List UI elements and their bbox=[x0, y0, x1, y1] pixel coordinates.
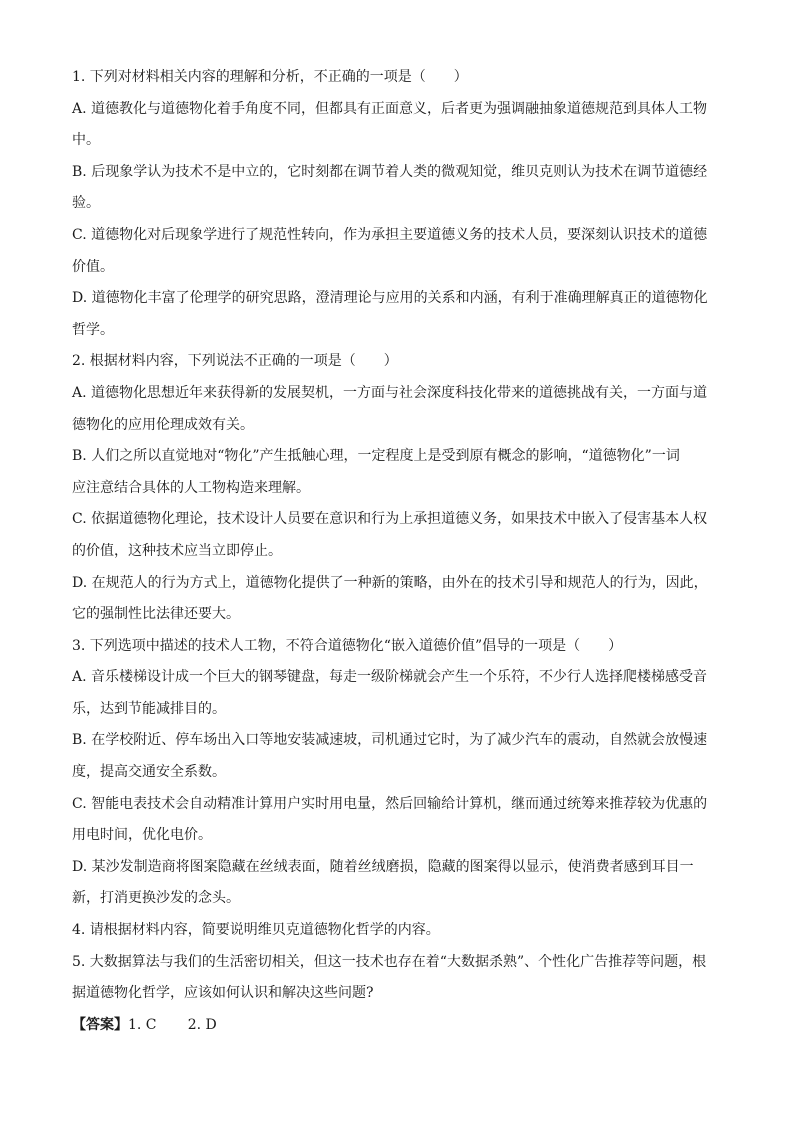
text-line: D. 某沙发制造商将图案隐藏在丝绒表面，随着丝绒磨损，隐藏的图案得以显示，使消费者感到耳目一 bbox=[72, 858, 694, 875]
question-block bbox=[72, 346, 722, 378]
question-block bbox=[72, 915, 722, 947]
question-list bbox=[72, 62, 722, 1010]
text-line: A. 道德教化与道德物化着手角度不同，但都具有正面意义，后者更为强调融抽象道德规范到具体人工物 bbox=[72, 100, 708, 117]
text-line: C. 依据道德物化理论，技术设计人员要在意识和行为上承担道德义务，如果技术中嵌入了侵害基本人权 bbox=[72, 511, 708, 528]
text-line: C. 道德物化对后现象学进行了规范性转向，作为承担主要道德义务的技术人员，要深刻认识技术的道德 bbox=[72, 226, 708, 243]
question-block bbox=[72, 852, 722, 915]
text-line: D. 在规范人的行为方式上，道德物化提供了一种新的策略，由外在的技术引导和规范人的行为，因此， bbox=[72, 574, 708, 591]
text-line: A. 道德物化思想近年来获得新的发展契机，一方面与社会深度科技化带来的道德挑战有关，一方面与道 bbox=[72, 384, 708, 401]
question-block bbox=[72, 220, 722, 283]
text-line: 乐，达到节能减排目的。 bbox=[72, 700, 226, 717]
text-line: 据道德物化哲学，应该如何认识和解决这些问题? bbox=[72, 985, 374, 1002]
text-line: 的价值，这种技术应当立即停止。 bbox=[72, 542, 282, 559]
answer-tag: 【答案】 bbox=[72, 1016, 128, 1033]
question-block bbox=[72, 568, 722, 631]
text-line: A. 音乐楼梯设计成一个巨大的钢琴键盘，每走一级阶梯就会产生一个乐符，不少行人选择爬楼梯感受音 bbox=[72, 669, 708, 686]
answer-line bbox=[72, 1010, 722, 1042]
answer-item-2: 2. D bbox=[187, 1016, 217, 1033]
text-line: C. 智能电表技术会自动精准计算用户实时用电量，然后回输给计算机，继而通过统筹来推荐较为优惠的 bbox=[72, 795, 708, 812]
text-line: 5. 大数据算法与我们的生活密切相关，但这一技术也存在着“大数据杀熟”、个性化广告推荐等问题，根 bbox=[72, 953, 707, 970]
answer-item-1: 1. C bbox=[128, 1016, 157, 1033]
text-line: D. 道德物化丰富了伦理学的研究思路，澄清理论与应用的关系和内涵，有利于准确理解真正的道德物化 bbox=[72, 290, 708, 307]
text-line: 4. 请根据材料内容，简要说明维贝克道德物化哲学的内容。 bbox=[72, 922, 440, 939]
question-block bbox=[72, 631, 722, 663]
question-block bbox=[72, 504, 722, 567]
question-block bbox=[72, 283, 722, 346]
question-block bbox=[72, 725, 722, 788]
question-block bbox=[72, 94, 722, 157]
text-line: 1. 下列对材料相关内容的理解和分析，不正确的一项是（ ） bbox=[72, 69, 468, 85]
text-line: 验。 bbox=[72, 195, 100, 212]
text-line: 价值。 bbox=[72, 258, 114, 275]
text-line: 度，提高交通安全系数。 bbox=[72, 764, 226, 781]
question-block bbox=[72, 662, 722, 725]
question-block bbox=[72, 157, 722, 220]
question-block bbox=[72, 947, 722, 1010]
text-line: 哲学。 bbox=[72, 321, 114, 338]
text-line: B. 人们之所以直觉地对“物化”产生抵触心理，一定程度上是受到原有概念的影响，“道德物化”一词 bbox=[72, 448, 680, 465]
question-block bbox=[72, 789, 722, 852]
document-page bbox=[72, 62, 722, 1041]
text-line: 德物化的应用伦理成效有关。 bbox=[72, 416, 254, 433]
question-block bbox=[72, 378, 722, 441]
text-line: 2. 根据材料内容，下列说法不正确的一项是（ ） bbox=[72, 353, 398, 370]
text-line: B. 在学校附近、停车场出入口等地安装减速坡，司机通过它时，为了减少汽车的震动，自然就会放慢速 bbox=[72, 732, 708, 749]
question-block bbox=[72, 62, 722, 94]
text-line: B. 后现象学认为技术不是中立的，它时刻都在调节着人类的微观知觉，维贝克则认为技术在调节道德经 bbox=[72, 163, 708, 180]
text-line: 中。 bbox=[72, 132, 100, 149]
text-line: 新，打消更换沙发的念头。 bbox=[72, 890, 240, 907]
text-line: 3. 下列选项中描述的技术人工物，不符合道德物化“嵌入道德价值”倡导的一项是（ ） bbox=[72, 637, 623, 654]
text-line: 应注意结合具体的人工物构造来理解。 bbox=[72, 479, 310, 496]
text-line: 用电时间，优化电价。 bbox=[72, 827, 212, 844]
text-line: 它的强制性比法律还要大。 bbox=[72, 606, 240, 623]
question-block bbox=[72, 441, 722, 504]
